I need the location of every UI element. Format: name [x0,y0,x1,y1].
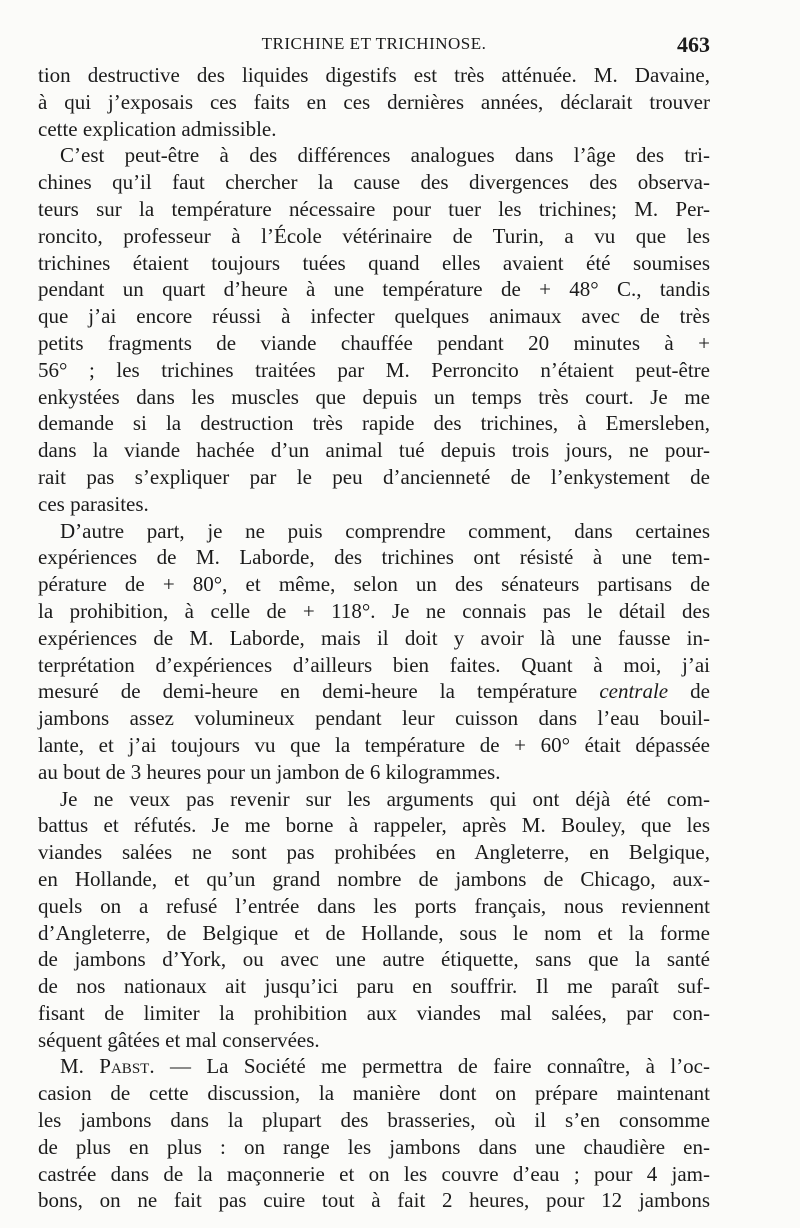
emphasis: centrale [599,679,669,704]
text-line: petits fragments de viande chauffée pendant 20 minutes à + [38,330,710,355]
text-line: trichines étaient toujours tuées quand elles avaient été soumises [38,250,710,275]
page-number: 463 [677,32,710,57]
running-title: TRICHINE ET TRICHINOSE. [261,34,487,53]
text-line: la prohibition, à celle de + 118°. Je ne connais pas le détail des [38,598,710,623]
text-line: cette explication admissible. [38,116,277,141]
text-line: ces parasites. [38,491,149,516]
text-line: que j’ai encore réussi à infecter quelques animaux avec de très [38,304,710,329]
text-line: Je ne veux pas revenir sur les arguments qui ont déjà été com- [60,786,710,811]
text-line: D’autre part, je ne puis comprendre comment, dans certaines [60,518,710,543]
text-line: roncito, professeur à l’École vétérinaire de Turin, a vu que les [38,223,710,248]
text-line: demande si la destruction très rapide des trichines, à Emersleben, [38,411,710,436]
text-line-content: — La Société me permettra de faire connaître, à l’oc- [154,1054,711,1079]
text-line: de jambons d’York, ou avec une autre étiquette, sans que la santé [38,947,710,972]
text-line: dans la viande hachée d’un animal tué depuis trois jours, ne pour- [38,438,710,463]
text-line: à qui j’exposais ces faits en ces dernières années, déclarait trouver [38,89,710,114]
text-line: mesuré de demi-heure en demi-heure la température centrale de [38,679,710,704]
text-line: de nos nationaux ait jusqu’ici paru en souffrir. Il me paraît suf- [38,974,710,999]
text-line: jambons assez volumineux pendant leur cuisson dans l’eau bouil- [38,706,710,731]
text-line: pérature de + 80°, et même, selon un des sénateurs partisans de [38,572,710,597]
text-line: fisant de limiter la prohibition aux viandes mal salées, par con- [38,1000,710,1025]
text-line: viandes salées ne sont pas prohibées en Angleterre, en Belgique, [38,840,710,865]
text-line: tion destructive des liquides digestifs est très atténuée. M. Davaine, [38,63,710,87]
text-line: bons, on ne fait pas cuire tout à fait 2 heures, pour 12 jambons [38,1188,710,1213]
speaker-name: M. Pabst. [60,1054,155,1079]
text-line: les jambons dans la plupart des brasseries, où il s’en consomme [38,1108,710,1133]
text-line: en Hollande, et qu’un grand nombre de jambons de Chicago, aux- [38,866,710,891]
text-line: castrée dans de la maçonnerie et on les couvre d’eau ; pour 4 jam- [38,1161,710,1186]
text-line: de plus en plus : on range les jambons dans une chaudière en- [38,1134,710,1159]
text-line: casion de cette discussion, la manière dont on prépare maintenant [38,1081,710,1106]
text-line: d’Angleterre, de Belgique et de Hollande, sous le nom et la forme [38,920,710,945]
text-line: rait pas s’expliquer par le peu d’ancienneté de l’enkystement de [38,464,710,489]
text-line: battus et réfutés. Je me borne à rappeler, après M. Bouley, que les [38,813,710,838]
text-line: 56° ; les trichines traitées par M. Perroncito n’étaient peut-être [38,357,710,382]
text-line: expériences de M. Laborde, mais il doit y avoir là une fausse in- [38,625,710,650]
text-line: quels on a refusé l’entrée dans les ports français, nous reviennent [38,893,710,918]
text-line: enkystées dans les muscles que depuis un temps très court. Je me [38,384,710,409]
text-line: expériences de M. Laborde, des trichines ont résisté à une tem- [38,545,710,570]
text-line: terprétation d’expériences d’ailleurs bien faites. Quant à moi, j’ai [38,652,710,677]
text-line: teurs sur la température nécessaire pour tuer les trichines; M. Per- [38,196,710,221]
text-line: lante, et j’ai toujours vu que la température de + 60° était dépassée [38,732,710,757]
page-header [38,32,710,60]
text-line: pendant un quart d’heure à une température de + 48° C., tandis [38,277,710,302]
text-line [38,1053,710,1080]
text-line: C’est peut-être à des différences analogues dans l’âge des tri- [60,143,710,168]
body-text [38,62,710,1214]
text-line: séquent gâtées et mal conservées. [38,1027,320,1052]
text-line: chines qu’il faut chercher la cause des divergences des observa- [38,170,710,195]
text-line: au bout de 3 heures pour un jambon de 6 kilogrammes. [38,759,501,784]
